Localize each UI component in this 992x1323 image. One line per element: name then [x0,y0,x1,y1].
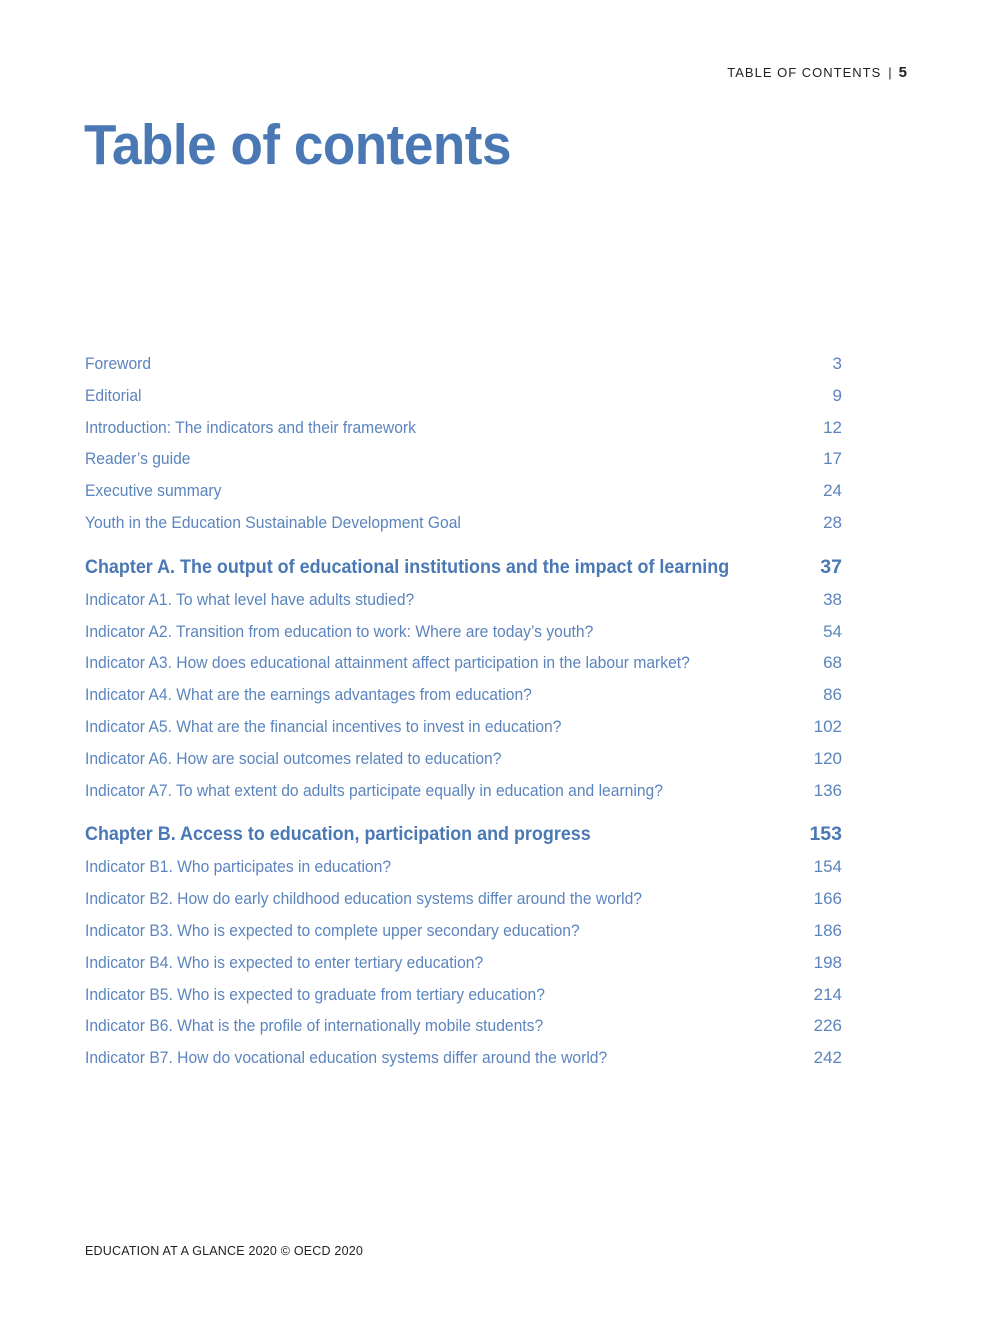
toc-entry-page: 102 [813,716,842,736]
table-of-contents [85,348,842,1074]
toc-entry-page: 9 [832,385,842,405]
toc-entry-page: 54 [823,621,842,641]
toc-entry-page: 214 [813,984,842,1004]
toc-entry-label: Indicator A2. Transition from education to work: Where are today’s youth? [85,621,594,641]
toc-entry-indicator-a5[interactable] [85,711,842,743]
toc-entry-editorial[interactable] [85,380,842,412]
toc-entry-indicator-b7[interactable] [85,1042,842,1074]
toc-entry-introduction[interactable] [85,412,842,444]
toc-entry-page: 186 [813,920,842,940]
toc-entry-label: Editorial [85,385,142,405]
toc-entry-indicator-a1[interactable] [85,584,842,616]
toc-entry-page: 28 [823,512,842,532]
toc-chapter-page: 153 [809,823,842,846]
toc-entry-page: 68 [823,653,842,673]
toc-entry-label: Indicator A1. To what level have adults studied? [85,589,415,609]
toc-entry-page: 86 [823,685,842,705]
toc-entry-page: 166 [813,889,842,909]
toc-entry-youth-sdg[interactable] [85,507,842,539]
running-header-separator: | [888,65,893,80]
toc-entry-page: 136 [813,780,842,800]
page-title: Table of contents [84,113,512,177]
toc-entry-label: Foreword [85,354,152,373]
toc-entry-label: Indicator A6. How are social outcomes related to education? [85,748,502,768]
toc-entry-label: Indicator B5. Who is expected to graduate from tertiary education? [85,984,545,1004]
toc-entry-label: Indicator B2. How do early childhood education systems differ around the world? [85,889,642,909]
toc-entry-indicator-b3[interactable] [85,915,842,947]
toc-entry-page: 12 [823,417,842,437]
toc-entry-label: Introduction: The indicators and their framework [85,417,416,437]
toc-entry-label: Executive summary [85,481,222,501]
toc-entry-label: Indicator B3. Who is expected to complete upper secondary education? [85,920,580,940]
toc-chapter-label: Chapter A. The output of educational institutions and the impact of learning [85,555,730,578]
toc-entry-executive-summary[interactable] [85,475,842,507]
toc-chapter-b[interactable] [85,817,842,851]
toc-entry-label: Indicator B4. Who is expected to enter tertiary education? [85,952,484,972]
toc-entry-indicator-b6[interactable] [85,1010,842,1042]
toc-entry-label: Indicator A4. What are the earnings advantages from education? [85,685,532,705]
toc-entry-page: 154 [813,857,842,877]
running-header [727,64,907,81]
running-header-page-number: 5 [898,64,907,81]
toc-entry-page: 24 [823,481,842,501]
toc-entry-page: 38 [823,589,842,609]
toc-entry-page: 226 [813,1016,842,1036]
toc-entry-page: 120 [813,748,842,768]
toc-entry-label: Youth in the Education Sustainable Development Goal [85,512,461,532]
toc-entry-indicator-a4[interactable] [85,679,842,711]
running-header-section: TABLE OF CONTENTS [727,65,882,80]
toc-entry-indicator-b5[interactable] [85,979,842,1011]
toc-entry-page: 242 [813,1048,842,1068]
toc-entry-label: Indicator A3. How does educational attainment affect participation in the labour market? [85,653,690,673]
toc-entry-label: Reader’s guide [85,449,191,469]
toc-entry-label: Indicator B6. What is the profile of internationally mobile students? [85,1016,544,1036]
toc-chapter-page: 37 [820,555,842,578]
toc-entry-indicator-a3[interactable] [85,647,842,679]
page-footer: EDUCATION AT A GLANCE 2020 © OECD 2020 [85,1244,364,1258]
toc-entry-indicator-a6[interactable] [85,743,842,775]
toc-entry-label: Indicator A5. What are the financial incentives to invest in education? [85,716,562,736]
toc-entry-label: Indicator B7. How do vocational education systems differ around the world? [85,1048,608,1068]
toc-entry-indicator-a7[interactable] [85,775,842,807]
toc-entry-indicator-a2[interactable] [85,616,842,648]
toc-chapter-a[interactable] [85,550,842,584]
toc-entry-page: 198 [813,952,842,972]
toc-chapter-label: Chapter B. Access to education, participation and progress [85,823,591,846]
toc-entry-page: 3 [832,354,842,373]
toc-entry-foreword[interactable] [85,348,842,380]
toc-entry-label: Indicator A7. To what extent do adults participate equally in education and learning? [85,780,663,800]
toc-entry-indicator-b2[interactable] [85,883,842,915]
toc-entry-indicator-b1[interactable] [85,851,842,883]
toc-entry-indicator-b4[interactable] [85,947,842,979]
toc-entry-label: Indicator B1. Who participates in education? [85,857,392,877]
toc-entry-readers-guide[interactable] [85,443,842,475]
toc-entry-page: 17 [823,449,842,469]
